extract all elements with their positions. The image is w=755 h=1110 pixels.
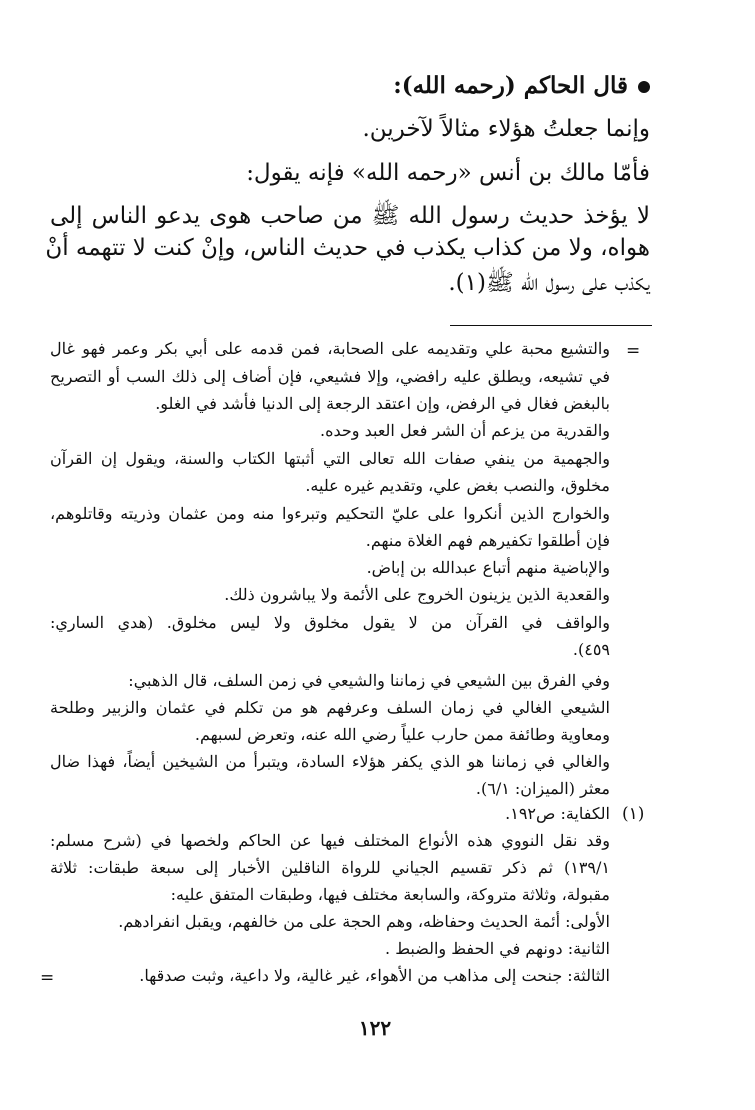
footnote-line: والجهمية من ينفي صفات الله تعالى التي أثبتها الكتاب والسنة، ويقول إن القرآن xyxy=(50,449,610,468)
footnote-line: الثالثة: جنحت إلى مذاهب من الأهواء، غير غالية، ولا داعية، وثبت صدقها. xyxy=(139,966,610,985)
footnote-line: والخوارج الذين أنكروا على عليّ التحكيم وتبرءوا منه ومن عثمان وذريته وقاتلوهم، xyxy=(50,504,610,523)
main-text-line-2: فأمّا مالك بن أنس «رحمه الله» فإنه يقول: xyxy=(246,160,650,186)
footnote-line: في تشيعه، ويطلق عليه رافضي، وإلا فشيعي، فإن أضاف إلى ذلك السب أو التصريح xyxy=(50,367,610,386)
footnote-line: فإن أطلقوا تكفيرهم فهم الغلاة منهم. xyxy=(365,531,610,550)
main-text-line-3: لا يؤخذ حديث رسول الله ﷺ من صاحب هوى يدعو الناس إلى xyxy=(50,203,650,229)
footnote-line: والواقف في القرآن من لا يقول مخلوق ولا ليس مخلوق. (هدي الساري: xyxy=(50,613,610,632)
heading-text: قال الحاكم (رحمه الله): xyxy=(393,72,628,99)
footnote-line: والغالي في زماننا هو الذي يكفر هؤلاء السادة، ويتبرأ من الشيخين أيضاً، فهذا ضال xyxy=(50,752,611,771)
footnote-line: ٤٥٩). xyxy=(572,640,610,659)
footnote-line: ومعاوية وطائفة ممن حارب علياً رضي الله عنه، وتعرض لسبهم. xyxy=(194,725,610,744)
main-text-line-1: وإنما جعلتُ هؤلاء مثالاً لآخرين. xyxy=(362,116,650,142)
footnote-line: الثانية: دونهم في الحفظ والضبط . xyxy=(385,939,610,958)
main-text-line-4: هواه، ولا من كذاب يكذب في حديث الناس، وإنْ كنت لا تتهمه أنْ xyxy=(45,235,650,261)
footnote-line: والقدرية من يزعم أن الشر فعل العبد وحده. xyxy=(320,421,610,440)
footnote-line: مقبولة، وثلاثة متروكة، والسابعة مختلف فيها، وطبقات المتفق عليه: xyxy=(170,885,610,904)
page-number: ١٢٢ xyxy=(358,1016,392,1040)
footnote-number: (١) xyxy=(622,804,645,824)
footnote-line: والقعدية الذين يزينون الخروج على الأئمة ولا يباشرون ذلك. xyxy=(224,585,610,604)
footnote-line: الكفاية: ص١٩٢. xyxy=(505,804,610,823)
bullet-icon xyxy=(638,81,650,93)
footnote-line: مخلوق، والنصب بغض علي، وتقديم غيره عليه. xyxy=(305,476,610,495)
footnote-end-marker: = xyxy=(40,968,55,988)
footnote-line: معثر (الميزان: ٦/١). xyxy=(475,779,610,798)
footnote-continuation-marker: = xyxy=(626,341,641,361)
main-text-line-5: يكذب على رسول الله ﷺ(١). xyxy=(448,270,650,296)
footnote-line: وفي الفرق بين الشيعي في زماننا والشيعي في زمن السلف، قال الذهبي: xyxy=(128,671,610,690)
section-heading xyxy=(50,72,650,99)
footnote-line: ١٣٩/١) ثم ذكر تقسيم الجياني للرواة الناقلين الأخبار إلى سبعة طبقات: ثلاثة xyxy=(50,858,610,877)
footnote-line: الشيعي الغالي في زمان السلف وعرفهم هو من تكلم في عثمان والزبير وطلحة xyxy=(50,698,610,717)
footnote-separator xyxy=(450,325,652,326)
footnote-line: الأولى: أئمة الحديث وحفاظه، وهم الحجة على من خالفهم، ويقبل انفرادهم. xyxy=(118,912,610,931)
footnote-line: وقد نقل النووي هذه الأنواع المختلف فيها عن الحاكم ولخصها في (شرح مسلم: xyxy=(50,831,610,850)
footnote-line: بالبغض فغال في الرفض، وإن اعتقد الرجعة إلى الدنيا فأشد في الغلو. xyxy=(155,394,610,413)
footnote-line: والإباضية منهم أتباع عبدالله بن إباض. xyxy=(366,558,610,577)
footnote-line: والتشيع محبة علي وتقديمه على الصحابة، فمن قدمه على أبي بكر وعمر فهو غال xyxy=(50,339,610,358)
